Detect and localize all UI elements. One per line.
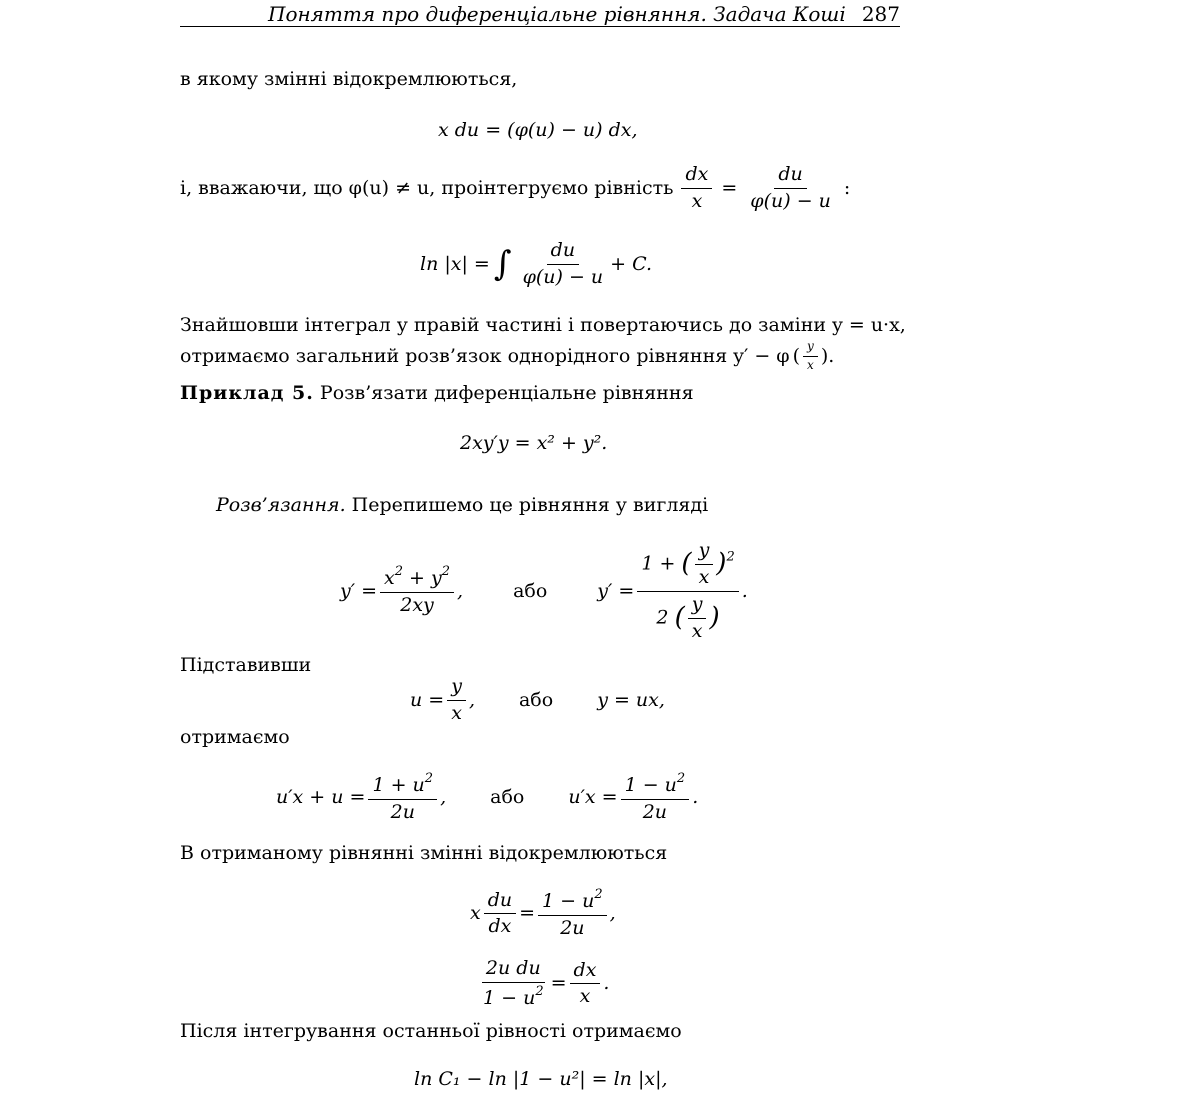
header-title: Поняття про диференціальне рівняння. Задача Коші	[268, 2, 846, 26]
equation-y-ux: y = ux,	[597, 688, 665, 711]
fraction-1pu2-2u: $\frac{1 + u^2}{2u}$	[368, 772, 437, 824]
or-word-1: або	[513, 579, 548, 602]
fraction-1mu2-2u: $\frac{1 - u^2}{2u}$	[621, 772, 690, 824]
equation-separated-1: x $\frac{du}{dx}$ = $\frac{1 - u^2}{2u}$ ,	[470, 887, 616, 939]
text-separated: В отриманому рівнянні змінні відокремлюються	[180, 842, 668, 864]
solution-label: Розв’язання.	[216, 494, 346, 516]
page-number: 287	[861, 2, 900, 26]
equation-last: ln C₁ − ln |1 − u²| = ln |x|,	[414, 1068, 668, 1090]
text-after-integration: Після інтегрування останньої рівності отримаємо	[180, 1020, 682, 1042]
fraction-du-dx: $\frac{du}{dx}$	[484, 890, 516, 939]
equation-rewritten: y′ = $\frac{x^2 + y^2}{2xy}$ , або y′ = 1 + ( $\frac{y}{x}$ )$^2$ 2 ( $\frac{y}{x}$ ) .	[340, 539, 748, 642]
fraction-homogeneous: 1 + ( $\frac{y}{x}$ )$^2$ 2 ( $\frac{y}{x}$ )	[637, 540, 738, 642]
example-line	[180, 384, 694, 403]
text-obtain: отримаємо	[180, 726, 290, 748]
text-line-3b: отримаємо загальний розв’язок однорідного рівняння y′ − φ ( y x ).	[180, 339, 835, 372]
fraction-1mu2-2u-b: $\frac{1 - u^2}{2u}$	[538, 888, 607, 940]
solution-text: Перепишемо це рівняння у вигляді	[351, 494, 709, 516]
equation-1: x du = (φ(u) − u) dx,	[438, 119, 638, 141]
example-label: Приклад 5.	[180, 382, 314, 404]
equation-integral: ln |x| = ∫ du φ(u) − u + C.	[420, 239, 653, 288]
solution-line	[216, 496, 708, 515]
fraction-y-x-small: y x	[803, 340, 818, 373]
equation-u-prime: u′x + u = $\frac{1 + u^2}{2u}$ , або u′x = $\frac{1 - u^2}{2u}$ .	[276, 771, 699, 823]
text-line-3b-content: отримаємо загальний розв’язок однорідного рівняння y′ − φ	[180, 344, 790, 367]
fraction-x2y2-2xy: $\frac{x^2 + y^2}{2xy}$	[380, 565, 454, 617]
example-text: Розв’язати диференціальне рівняння	[319, 382, 694, 404]
fraction-dx-x: $\frac{dx}{x}$	[681, 164, 712, 213]
fraction-integrand: du φ(u) − u	[522, 239, 604, 288]
text-line-1: в якому змінні відокремлюються,	[180, 68, 518, 90]
equation-separated-2: $\frac{\text{2u du}}{1 - u^2}$ = $\frac{dx}{x}$ .	[476, 958, 609, 1010]
text-line-2: і, вважаючи, що φ(u) ≠ u, проінтегруємо рівність $\frac{dx}{x}$ = $\frac{du}{\varphi(u) - u}$ :	[180, 163, 851, 212]
or-word-2: або	[518, 688, 554, 711]
equation-substitution: u = $\frac{y}{x}$ , або y = ux,	[410, 675, 665, 724]
text-line-3a: Знайшовши інтеграл у правій частині і повертаючись до заміни y = u·x,	[180, 314, 906, 336]
running-header	[180, 0, 900, 27]
fraction-2udu: $\frac{\text{2u du}}{1 - u^2}$	[483, 957, 544, 1009]
text-line-2-prefix: і, вважаючи, що φ(u) ≠ u, проінтегруємо рівність	[180, 176, 674, 199]
fraction-du-phi: $\frac{du}{\varphi(u) - u}$	[750, 163, 831, 212]
fraction-y-x: $\frac{y}{x}$	[447, 676, 466, 725]
text-substituting: Підставивши	[180, 654, 312, 676]
equation-example: 2xy′y = x² + y².	[460, 432, 608, 454]
or-word-3: або	[490, 786, 525, 809]
fraction-dx-x-b: $\frac{dx}{x}$	[570, 960, 601, 1009]
